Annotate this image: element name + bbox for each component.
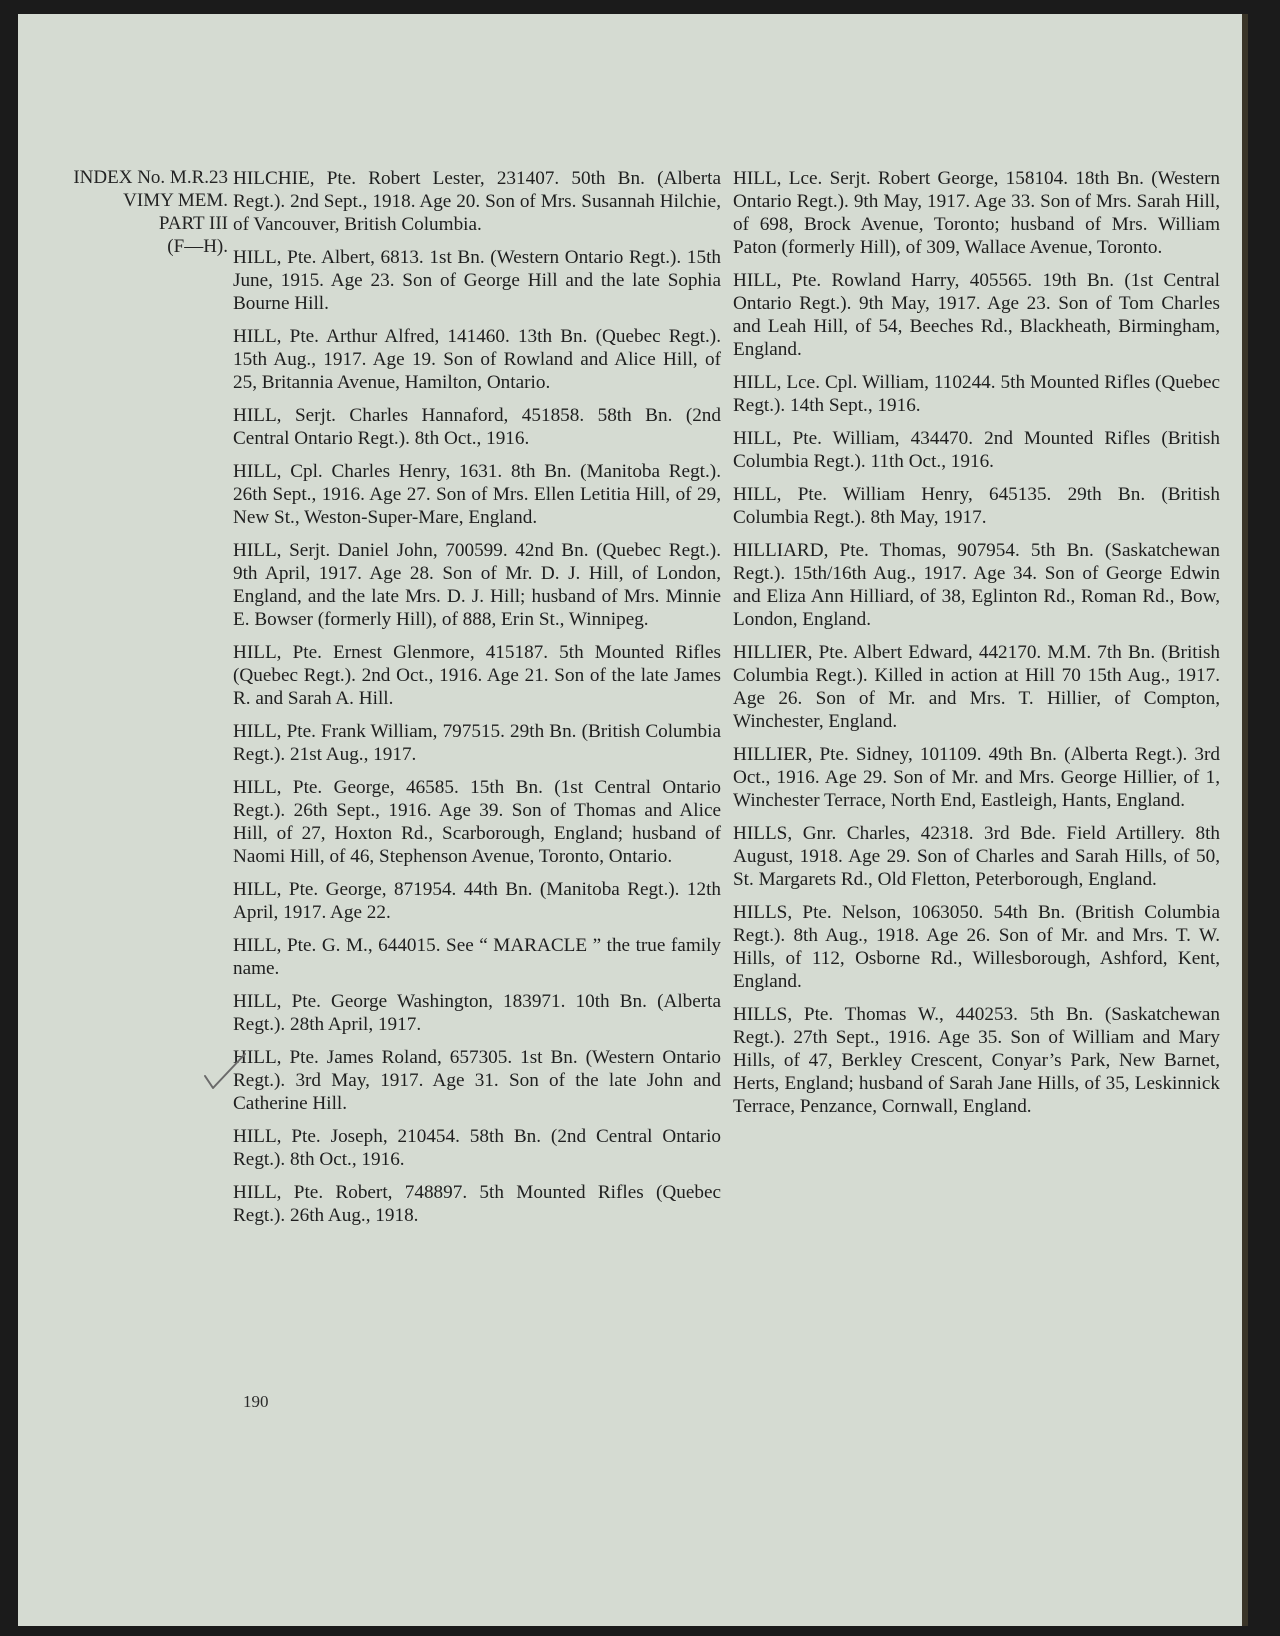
page-number: 190 <box>243 1392 269 1411</box>
entry: HILL, Pte. G. M., 644015. See “ MARACLE ” the true family name. <box>233 935 721 979</box>
entry: HILL, Pte. Ernest Glenmore, 415187. 5th Mounted Rifles (Quebec Regt.). 2nd Oct., 1916. Age 21. Son of the late James R. and Sarah A. Hill. <box>233 642 721 709</box>
entry: HILLS, Gnr. Charles, 42318. 3rd Bde. Field Artillery. 8th August, 1918. Age 29. Son of Charles and Sarah Hills, of 50, St. Margarets Rd., Old Fletton, Peterborough, England. <box>733 823 1220 890</box>
entry: HILL, Serjt. Charles Hannaford, 451858. 58th Bn. (2nd Central Ontario Regt.). 8th Oct., 1916. <box>233 405 721 449</box>
entry: HILLS, Pte. Nelson, 1063050. 54th Bn. (British Columbia Regt.). 8th Aug., 1918. Age 26. Son of Mr. and Mrs. T. W. Hills, of 112, Osborne Rd., Willesborough, Ashford, Kent, England. <box>733 902 1220 992</box>
entry: HILL, Pte. George Washington, 183971. 10th Bn. (Alberta Regt.). 28th April, 1917. <box>233 991 721 1035</box>
document-page <box>18 14 1248 1626</box>
entry: HILL, Pte. William Henry, 645135. 29th Bn. (British Columbia Regt.). 8th May, 1917. <box>733 484 1220 528</box>
left-column <box>233 167 721 1237</box>
entry: HILL, Pte. Frank William, 797515. 29th Bn. (British Columbia Regt.). 21st Aug., 1917. <box>233 721 721 765</box>
entry: HILL, Lce. Serjt. Robert George, 158104. 18th Bn. (Western Ontario Regt.). 9th May, 1917. Age 33. Son of Mrs. Sarah Hill, of 698, Brock Avenue, Toronto; husband of Mrs. William Paton (formerly Hill), of 309, Wallace Avenue, Toronto. <box>733 168 1220 258</box>
entry: HILL, Pte. Albert, 6813. 1st Bn. (Western Ontario Regt.). 15th June, 1915. Age 23. Son of George Hill and the late Sophia Bourne Hill. <box>233 247 721 314</box>
part-number: PART III <box>158 213 228 234</box>
entry: HILL, Pte. Rowland Harry, 405565. 19th Bn. (1st Central Ontario Regt.). 9th May, 1917. Age 23. Son of Tom Charles and Leah Hill, of 54, Beeches Rd., Blackheath, Birmingham, England. <box>733 270 1220 360</box>
entry: HILL, Serjt. Daniel John, 700599. 42nd Bn. (Quebec Regt.). 9th April, 1917. Age 28. Son of Mr. D. J. Hill, of London, England, and the late Mrs. D. J. Hill; husband of Mrs. Minnie E. Bowser (formerly Hill), of 888, Erin St., Winnipeg. <box>233 540 721 630</box>
binding-edge <box>1242 14 1248 1626</box>
entry: HILL, Lce. Cpl. William, 110244. 5th Mounted Rifles (Quebec Regt.). 14th Sept., 1916. <box>733 372 1220 416</box>
entry: HILLIER, Pte. Sidney, 101109. 49th Bn. (Alberta Regt.). 3rd Oct., 1916. Age 29. Son of Mr. and Mrs. George Hillier, of 1, Winchester Terrace, North End, Eastleigh, Hants, England. <box>733 744 1220 811</box>
entry: HILL, Pte. George, 871954. 44th Bn. (Manitoba Regt.). 12th April, 1917. Age 22. <box>233 879 721 923</box>
entry: HILL, Pte. George, 46585. 15th Bn. (1st Central Ontario Regt.). 26th Sept., 1916. Age 39. Son of Thomas and Alice Hill, of 27, Hoxton Rd., Scarborough, England; husband of Naomi Hill, of 46, Stephenson Avenue, Toronto, Ontario. <box>233 777 721 867</box>
index-number: INDEX No. M.R.23 <box>73 167 228 188</box>
entry: HILL, Cpl. Charles Henry, 1631. 8th Bn. (Manitoba Regt.). 26th Sept., 1916. Age 27. Son of Mrs. Ellen Letitia Hill, of 29, New St., Weston-Super-Mare, England. <box>233 461 721 528</box>
entry: HILLIER, Pte. Albert Edward, 442170. M.M. 7th Bn. (British Columbia Regt.). Killed in action at Hill 70 15th Aug., 1917. Age 26. Son of Mr. and Mrs. T. Hillier, of Compton, Winchester, England. <box>733 642 1220 732</box>
entry: HILL, Pte. James Roland, 657305. 1st Bn. (Western Ontario Regt.). 3rd May, 1917. Age 31. Son of the late John and Catherine Hill. <box>233 1047 721 1114</box>
right-column <box>733 167 1220 1128</box>
handwritten-checkmark-icon <box>201 1050 247 1092</box>
entry: HILL, Pte. Joseph, 210454. 58th Bn. (2nd Central Ontario Regt.). 8th Oct., 1916. <box>233 1126 721 1170</box>
entry: HILL, Pte. William, 434470. 2nd Mounted Rifles (British Columbia Regt.). 11th Oct., 1916. <box>733 428 1220 472</box>
index-reference <box>18 166 228 258</box>
letter-range: (F—H). <box>167 236 228 257</box>
entry: HILL, Pte. Arthur Alfred, 141460. 13th Bn. (Quebec Regt.). 15th Aug., 1917. Age 19. Son of Rowland and Alice Hill, of 25, Britannia Avenue, Hamilton, Ontario. <box>233 326 721 393</box>
entry: HILLS, Pte. Thomas W., 440253. 5th Bn. (Saskatchewan Regt.). 27th Sept., 1916. Age 35. Son of William and Mary Hills, of 47, Berkley Crescent, Conyar’s Park, New Barnet, Herts, England; husband of Sarah Jane Hills, of 35, Leskinnick Terrace, Penzance, Cornwall, England. <box>733 1004 1220 1117</box>
entry: HILLIARD, Pte. Thomas, 907954. 5th Bn. (Saskatchewan Regt.). 15th/16th Aug., 1917. Age 34. Son of George Edwin and Eliza Ann Hilliard, of 38, Eglinton Rd., Roman Rd., Bow, London, England. <box>733 540 1220 630</box>
entry: HILCHIE, Pte. Robert Lester, 231407. 50th Bn. (Alberta Regt.). 2nd Sept., 1918. Age 20. Son of Mrs. Susannah Hilchie, of Vancouver, British Columbia. <box>233 168 721 235</box>
memorial-name: VIMY MEM. <box>123 190 228 211</box>
entry: HILL, Pte. Robert, 748897. 5th Mounted Rifles (Quebec Regt.). 26th Aug., 1918. <box>233 1182 721 1226</box>
